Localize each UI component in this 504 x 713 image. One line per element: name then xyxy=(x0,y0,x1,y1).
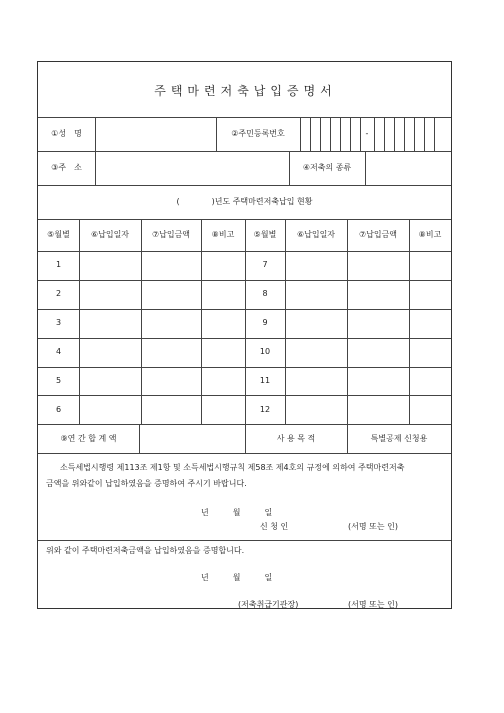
cell-border xyxy=(365,151,366,185)
institution-sign: (서명 또는 인) xyxy=(348,600,398,609)
cell-border xyxy=(310,117,311,151)
declaration-date: 년 월 일 xyxy=(201,508,273,517)
cell-border xyxy=(404,117,405,151)
applicant-label: 신 청 인 xyxy=(260,522,289,531)
header-amount: ⑦납입금액 xyxy=(151,230,191,239)
cell-border xyxy=(285,219,286,424)
header-amount: ⑦납입금액 xyxy=(358,230,398,239)
cell-border xyxy=(350,117,351,151)
certification-date: 년 월 일 xyxy=(201,573,273,582)
form-title: 주택마련저축납입증명서 xyxy=(154,84,337,98)
applicant-sign: (서명 또는 인) xyxy=(348,522,398,531)
month-number: 11 xyxy=(259,376,271,385)
cell-border xyxy=(79,219,80,424)
month-number: 4 xyxy=(55,347,62,356)
cell-border xyxy=(409,219,410,424)
header-date: ⑥납입일자 xyxy=(296,230,336,239)
cell-border xyxy=(347,219,348,453)
header-note: ⑧비고 xyxy=(211,230,235,239)
cell-border xyxy=(330,117,331,151)
cell-border xyxy=(384,117,385,151)
header-note: ⑧비고 xyxy=(418,230,442,239)
month-number: 8 xyxy=(262,289,268,298)
cell-border xyxy=(424,117,425,151)
cell-border xyxy=(340,117,341,151)
purpose-label: 사 용 목 적 xyxy=(276,434,316,443)
cell-border xyxy=(300,117,301,151)
cell-border xyxy=(95,117,96,185)
certification-text: 위와 같이 주택마련저축금액을 납입하였음을 증명합니다. xyxy=(46,546,245,555)
cell-border xyxy=(141,219,142,424)
annual-total-label: ⑨연 간 합 계 액 xyxy=(60,434,117,443)
divider xyxy=(38,117,451,118)
address-label: ③주 소 xyxy=(51,163,82,172)
purpose-value: 특별공제 신청용 xyxy=(370,434,428,443)
divider xyxy=(38,540,451,541)
divider xyxy=(38,185,451,186)
status-header: ( )년도 주택마련저축납입 현황 xyxy=(176,197,313,206)
cell-border xyxy=(201,219,202,424)
rrn-label: ②주민등록번호 xyxy=(231,129,285,138)
month-number: 7 xyxy=(262,260,268,269)
institution-label: (저축취급기관장) xyxy=(238,600,299,609)
divider xyxy=(38,453,451,454)
cell-border xyxy=(434,117,435,151)
cell-border xyxy=(139,424,140,453)
header-month: ⑤월별 xyxy=(47,230,70,239)
cell-border xyxy=(320,117,321,151)
declaration-line1: 소득세법시행령 제113조 제1항 및 소득세법시행규칙 제58조 제4호의 규정에 의하여 주택마련저축 xyxy=(60,463,405,472)
month-number: 3 xyxy=(55,318,62,327)
month-number: 2 xyxy=(55,289,62,298)
month-number: 5 xyxy=(55,376,62,385)
cell-border xyxy=(414,117,415,151)
month-number: 9 xyxy=(262,318,268,327)
header-date: ⑥납입일자 xyxy=(90,230,130,239)
cell-border xyxy=(245,219,246,453)
cell-border xyxy=(394,117,395,151)
rrn-dash: - xyxy=(365,129,369,138)
month-number: 10 xyxy=(259,347,271,356)
month-number: 12 xyxy=(259,405,271,414)
month-number: 6 xyxy=(55,405,62,414)
certificate-form xyxy=(37,61,452,609)
name-label: ①성 명 xyxy=(51,129,82,138)
savings-type-label: ④저축의 종류 xyxy=(302,163,352,172)
month-number: 1 xyxy=(55,260,62,269)
declaration-line2: 금액을 위와같이 납입하였음을 증명하여 주시기 바랍니다. xyxy=(46,479,247,488)
cell-border xyxy=(374,117,375,151)
header-month: ⑤월별 xyxy=(253,230,277,239)
divider xyxy=(38,151,451,152)
